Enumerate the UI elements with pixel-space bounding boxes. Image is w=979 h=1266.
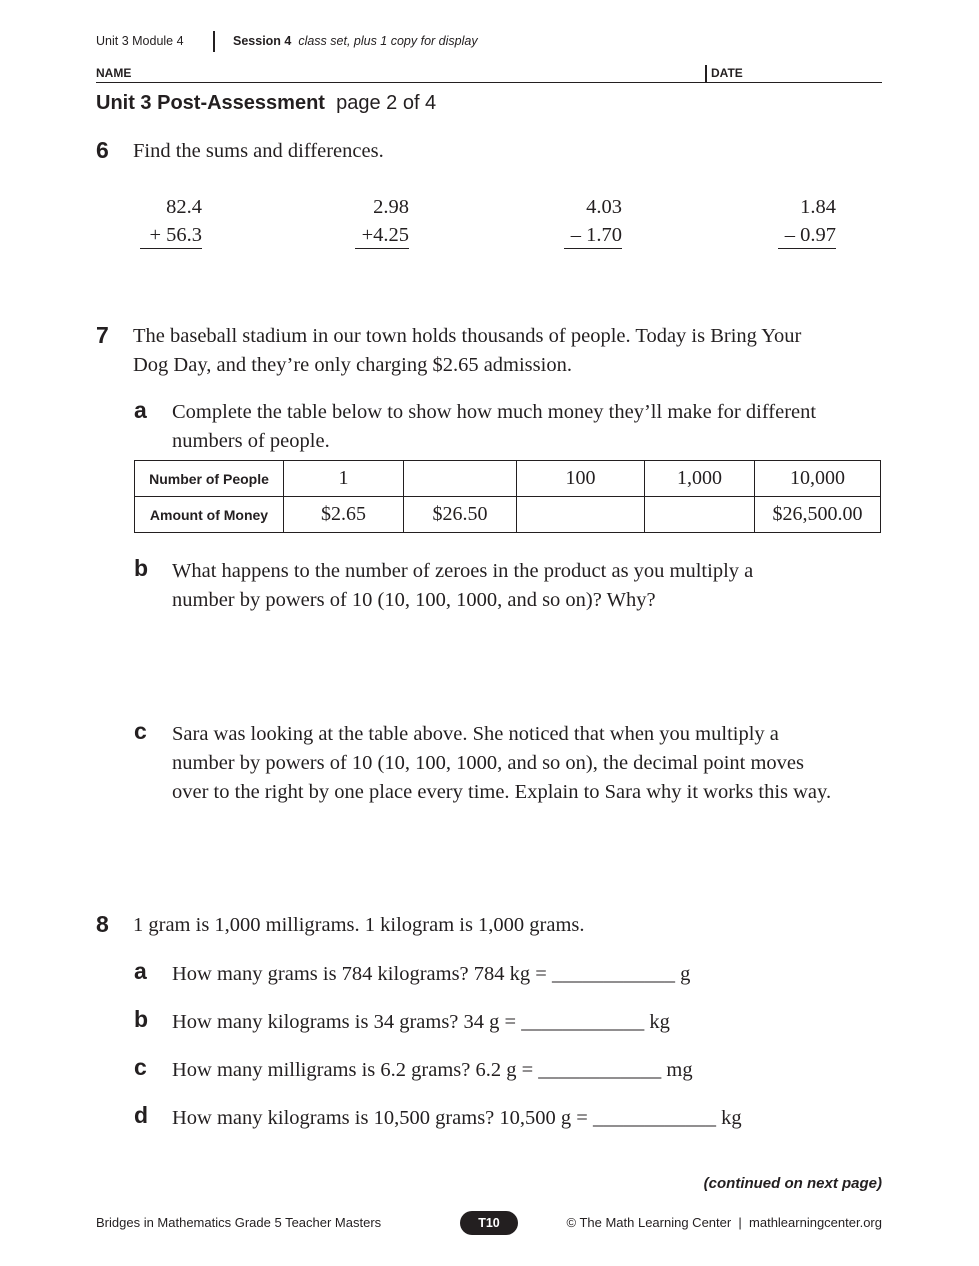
part-8b-letter: b — [134, 1006, 149, 1032]
part-7b-letter: b — [134, 555, 149, 581]
part-7c-line2: number by powers of 10 (10, 100, 1000, and so on), the decimal point moves — [172, 752, 804, 774]
part-7c-letter: c — [134, 718, 147, 744]
table-cell: 10,000 — [755, 461, 881, 497]
part-7b-line2: number by powers of 10 (10, 100, 1000, and so on)? Why? — [172, 589, 656, 611]
problem-bottom: – 0.97 — [778, 222, 836, 249]
session-info — [233, 34, 478, 48]
footer-right: © The Math Learning Center | mathlearningcenter.org — [566, 1215, 882, 1230]
question-6-number: 6 — [96, 137, 109, 163]
table-cell-blank[interactable] — [517, 497, 645, 533]
problem-6-4 — [778, 193, 836, 249]
table-cell-blank[interactable] — [645, 497, 755, 533]
problem-bottom: +4.25 — [355, 222, 409, 249]
session-label: Session 4 — [233, 34, 292, 48]
part-8c-text: How many milligrams is 6.2 grams? 6.2 g = ____________ mg — [172, 1059, 693, 1081]
table-cell-blank[interactable] — [404, 461, 517, 497]
page-number-badge: T10 — [460, 1211, 518, 1235]
question-7-number: 7 — [96, 322, 109, 348]
date-label: DATE — [711, 66, 743, 80]
part-7a-letter: a — [134, 397, 147, 423]
part-8a-text: How many grams is 784 kilograms? 784 kg = ____________ g — [172, 963, 691, 985]
part-7b-text — [172, 557, 753, 615]
date-divider — [705, 65, 707, 82]
table-cell: $26.50 — [404, 497, 517, 533]
question-8-text: 1 gram is 1,000 milligrams. 1 kilogram is 1,000 grams. — [133, 914, 585, 936]
row-header-money: Amount of Money — [135, 497, 284, 533]
question-7-text — [133, 322, 801, 380]
part-7c-text — [172, 720, 831, 807]
problem-6-3 — [564, 193, 622, 249]
name-label: NAME — [96, 66, 132, 80]
problem-top: 2.98 — [373, 196, 409, 218]
part-7c-line3: over to the right by one place every time. Explain to Sara why it works this way. — [172, 781, 832, 803]
part-7c-line1: Sara was looking at the table above. She noticed that when you multiply a — [172, 723, 779, 745]
question-8-number: 8 — [96, 911, 109, 937]
part-7b-line1: What happens to the number of zeroes in the product as you multiply a — [172, 560, 754, 582]
problem-bottom: – 1.70 — [564, 222, 622, 249]
header-divider — [213, 31, 215, 52]
unit-module-label: Unit 3 Module 4 — [96, 34, 184, 48]
part-8d-letter: d — [134, 1102, 149, 1128]
table-row-money — [135, 497, 881, 533]
question-7-line1: The baseball stadium in our town holds thousands of people. Today is Bring Your — [133, 325, 802, 347]
problem-6-1 — [140, 193, 202, 249]
part-8c-letter: c — [134, 1054, 147, 1080]
page-title — [96, 92, 436, 115]
footer-left: Bridges in Mathematics Grade 5 Teacher Masters — [96, 1215, 382, 1230]
part-7a-line2: numbers of people. — [172, 430, 330, 452]
title-main: Unit 3 Post-Assessment — [96, 92, 325, 114]
name-date-line — [96, 66, 882, 83]
table-row-people — [135, 461, 881, 497]
part-8b-text: How many kilograms is 34 grams? 34 g = ____________ kg — [172, 1011, 670, 1033]
row-header-people: Number of People — [135, 461, 284, 497]
session-note: class set, plus 1 copy for display — [298, 34, 478, 48]
problem-6-2 — [355, 193, 409, 249]
table-cell: $26,500.00 — [755, 497, 881, 533]
problem-bottom: + 56.3 — [140, 222, 202, 249]
question-7-line2: Dog Day, and they’re only charging $2.65 admission. — [133, 354, 572, 376]
problem-top: 4.03 — [586, 196, 622, 218]
part-7a-text — [172, 398, 816, 456]
part-7a-line1: Complete the table below to show how much money they’ll make for different — [172, 401, 817, 423]
problem-top: 82.4 — [166, 196, 202, 218]
continued-note: (continued on next page) — [703, 1175, 882, 1192]
table-cell: 100 — [517, 461, 645, 497]
money-table — [134, 460, 881, 533]
table-cell: 1 — [284, 461, 404, 497]
part-8a-letter: a — [134, 958, 147, 984]
problem-top: 1.84 — [800, 196, 836, 218]
part-8d-text: How many kilograms is 10,500 grams? 10,500 g = ____________ kg — [172, 1107, 742, 1129]
table-cell: 1,000 — [645, 461, 755, 497]
question-6-text: Find the sums and differences. — [133, 140, 384, 162]
table-cell: $2.65 — [284, 497, 404, 533]
title-page: page 2 of 4 — [336, 92, 437, 114]
